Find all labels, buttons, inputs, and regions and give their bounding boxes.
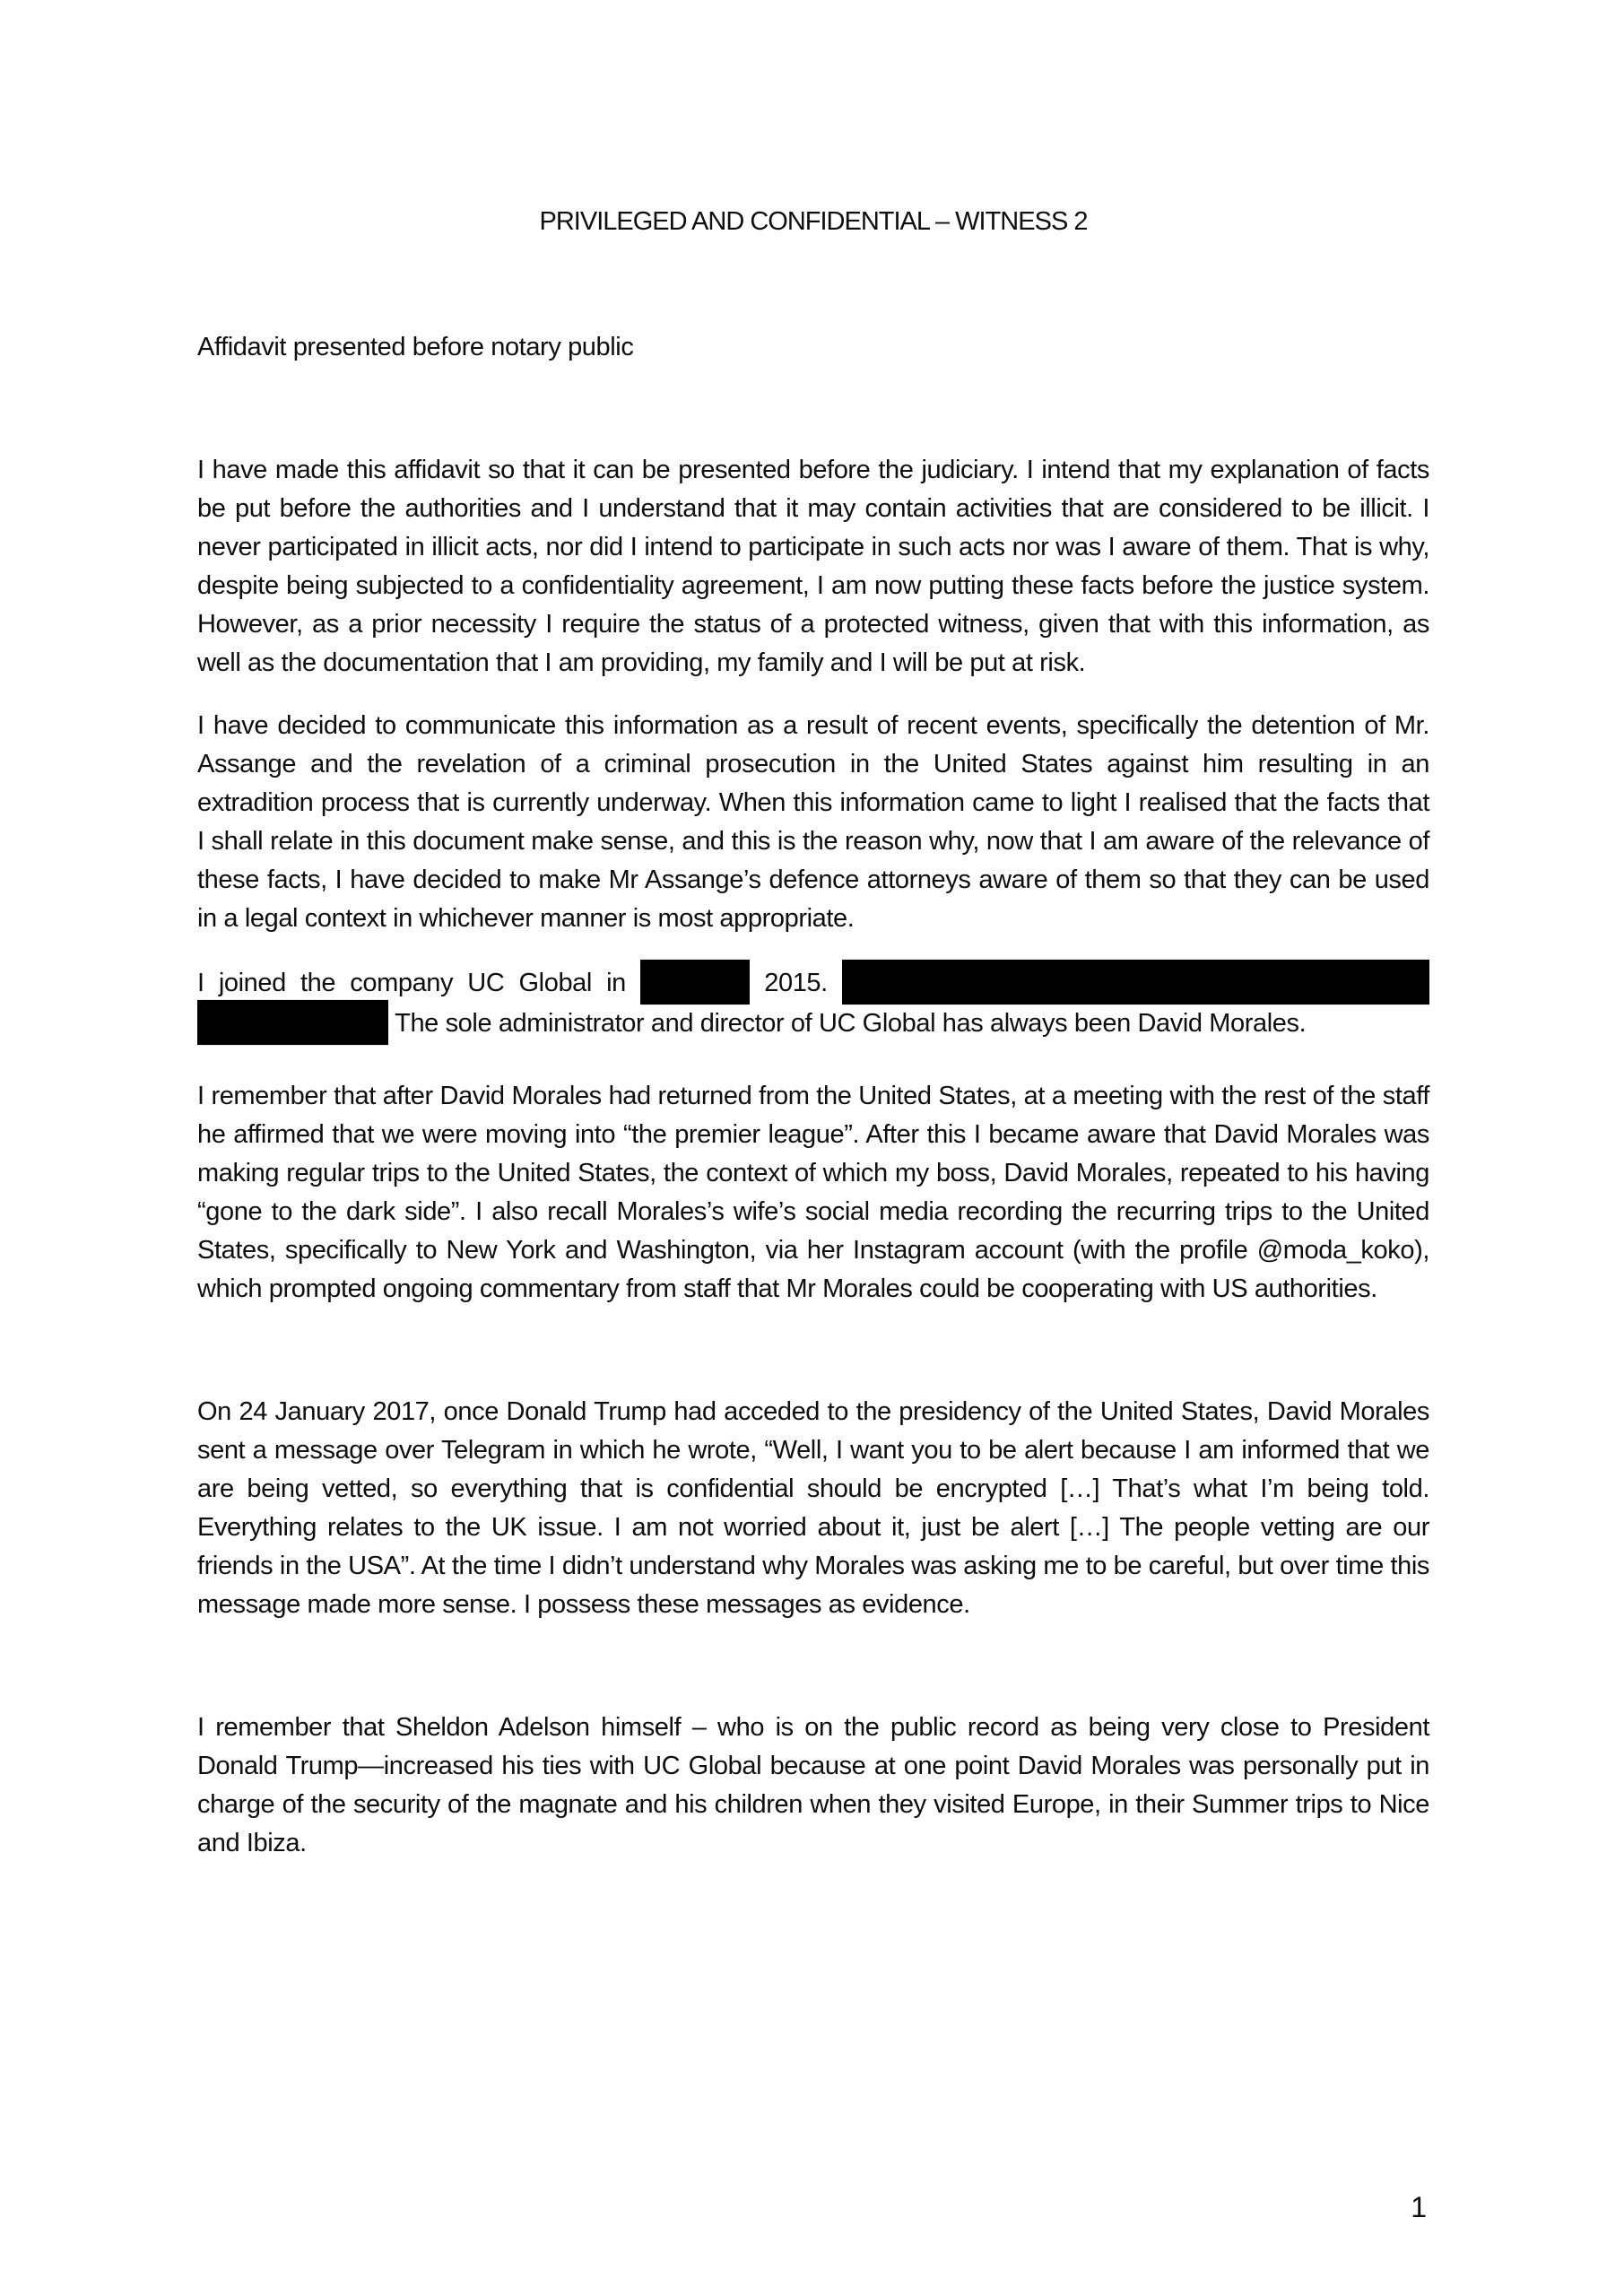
redaction-bar-2 xyxy=(842,960,1429,1004)
paragraph-affidavit-purpose: I have made this affidavit so that it can be presented before the judiciary. I intend that my explanation of facts be put before the authorities and I understand that it may contain activities that are considered to be illicit. I never participated in illicit acts, nor did I intend to participate in such acts nor was I aware of them. That is why, despite being subjected to a confidentiality agreement, I am now putting these facts before the justice system. However, as a prior necessity I require the status of a protected witness, given that with this information, as well as the documentation that I am providing, my family and I will be put at risk. xyxy=(197,456,1429,677)
sole-administrator-text: The sole administrator and director of UC Global has always been David Morales. xyxy=(395,1009,1307,1038)
paragraph-reason-for-disclosure: I have decided to communicate this information as a result of recent events, specifically the detention of Mr. Assange and the revelation of a criminal prosecution in the United States against him resulting in an extradition process that is currently underway. When this information came to light I realised that the facts that I shall relate in this document make sense, and this is the reason why, now that I am aware of the relevance of these facts, I have decided to make Mr Assange’s defence attorneys aware of them so that they can be used in a legal context in whichever manner is most appropriate. xyxy=(197,711,1429,933)
page-number: 1 xyxy=(1411,2191,1427,2223)
redaction-bar-1 xyxy=(640,960,750,1004)
join-year-text: 2015. xyxy=(764,969,828,997)
document-heading: Affidavit presented before notary public xyxy=(197,333,634,361)
paragraph-joining-uc-global-redacted xyxy=(197,962,1429,1043)
paragraph-sheldon-adelson: I remember that Sheldon Adelson himself – who is on the public record as being very close to President Donald Trump—increased his ties with UC Global because at one point David Morales was personally put in charge of the security of the magnate and his children when they visited Europe, in their Summer trips to Nice and Ibiza. xyxy=(197,1713,1429,1857)
joined-company-text: I joined the company UC Global in xyxy=(197,969,626,997)
redaction-bar-3 xyxy=(197,1000,388,1045)
paragraph-morales-us-trips: I remember that after David Morales had returned from the United States, at a meeting with the rest of the staff he affirmed that we were moving into “the premier league”. After this I became aware that David Morales was making regular trips to the United States, the context of which my boss, David Morales, repeated to his having “gone to the dark side”. I also recall Morales’s wife’s social media recording the recurring trips to the United States, specifically to New York and Washington, via her Instagram account (with the profile @moda_koko), which prompted ongoing commentary from staff that Mr Morales could be cooperating with US authorities. xyxy=(197,1082,1429,1303)
paragraph-telegram-message: On 24 January 2017, once Donald Trump had acceded to the presidency of the United States, David Morales sent a message over Telegram in which he wrote, “Well, I want you to be alert because I am informed that we are being vetted, so everything that is confidential should be encrypted […] That’s what I’m being told. Everything relates to the UK issue. I am not worried about it, just be alert […] The people vetting are our friends in the USA”. At the time I didn’t understand why Morales was asking me to be careful, but over time this message made more sense. I possess these messages as evidence. xyxy=(197,1397,1429,1619)
classification-header: PRIVILEGED AND CONFIDENTIAL – WITNESS 2 xyxy=(539,207,1088,236)
